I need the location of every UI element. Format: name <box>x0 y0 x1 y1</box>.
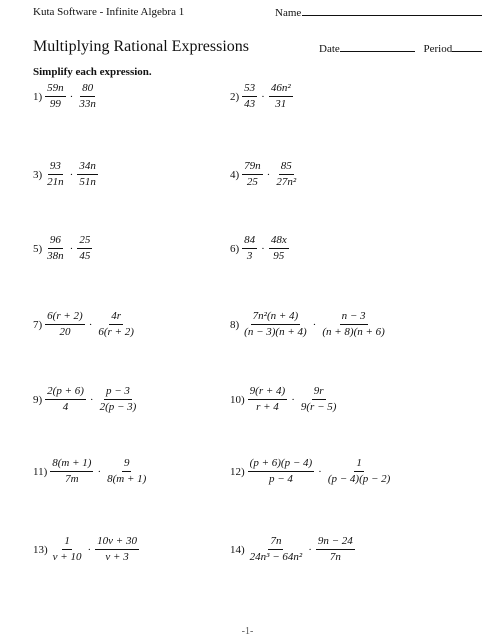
expression <box>241 310 388 339</box>
expression <box>44 385 139 414</box>
fraction-1 <box>45 82 66 111</box>
numerator: 80 <box>80 82 95 97</box>
fraction-1 <box>242 234 257 263</box>
denominator: (n + 8)(n + 6) <box>322 326 385 338</box>
numerator: 25 <box>77 234 92 249</box>
numerator: 79n <box>242 160 263 175</box>
denominator: (n − 3)(n + 4) <box>244 326 307 338</box>
fraction-2 <box>77 82 98 111</box>
problem-2 <box>230 82 294 111</box>
fraction-1 <box>45 234 66 263</box>
numerator: 9 <box>122 457 132 472</box>
instructions: Simplify each expression. <box>33 66 152 78</box>
fraction-1 <box>50 457 93 486</box>
problem-10 <box>230 385 339 414</box>
fraction-1 <box>45 385 86 414</box>
multiply-dot: · <box>69 90 74 103</box>
period-label: Period <box>423 43 453 55</box>
fraction-2 <box>77 160 98 189</box>
problem-number: 7) <box>33 318 43 331</box>
multiply-dot: · <box>261 242 265 255</box>
multiply-dot: · <box>318 465 322 478</box>
denominator: v + 3 <box>105 551 129 563</box>
expression <box>247 385 340 414</box>
fraction-1 <box>242 82 257 111</box>
problem-number: 10) <box>230 393 245 406</box>
problem-6 <box>230 234 290 263</box>
fraction-1 <box>248 385 288 414</box>
numerator: 46n² <box>269 82 293 97</box>
multiply-dot: · <box>291 393 295 406</box>
problem-number: 4) <box>230 168 240 181</box>
multiply-dot: · <box>97 465 102 478</box>
denominator: 45 <box>79 250 91 262</box>
problem-3 <box>33 160 99 189</box>
fraction-2 <box>105 457 148 486</box>
problem-1 <box>33 82 99 111</box>
problem-4 <box>230 160 299 189</box>
denominator: (p − 4)(p − 2) <box>327 473 391 485</box>
multiply-dot: · <box>266 168 271 181</box>
numerator: 84 <box>242 234 257 249</box>
denominator: 9(r − 5) <box>300 401 337 413</box>
numerator: 9(r + 4) <box>248 385 288 400</box>
fraction-2 <box>96 310 136 339</box>
software-credit: Kuta Software - Infinite Algebra 1 <box>33 6 185 18</box>
fraction-2 <box>299 385 339 414</box>
denominator: 6(r + 2) <box>98 326 134 338</box>
problem-number: 14) <box>230 543 245 556</box>
multiply-dot: · <box>312 318 317 331</box>
fraction-1 <box>248 535 305 564</box>
numerator: 4r <box>109 310 123 325</box>
denominator: 51n <box>79 176 96 188</box>
fraction-2 <box>269 82 293 111</box>
denominator: 24n³ − 64n² <box>249 551 303 563</box>
problem-11 <box>33 457 149 486</box>
denominator: 20 <box>59 326 71 338</box>
multiply-dot: · <box>89 393 94 406</box>
fraction-1 <box>45 160 66 189</box>
problem-number: 6) <box>230 242 240 255</box>
fraction-1 <box>248 457 315 486</box>
numerator: 96 <box>48 234 63 249</box>
numerator: 53 <box>242 82 257 97</box>
denominator: r + 4 <box>256 401 279 413</box>
period-blank <box>452 42 482 52</box>
expression <box>241 82 293 111</box>
numerator: 48x <box>269 234 289 249</box>
expression <box>241 160 299 189</box>
denominator: 8(m + 1) <box>107 473 147 485</box>
worksheet-title: Multiplying Rational Expressions <box>33 38 249 55</box>
problem-number: 3) <box>33 168 43 181</box>
denominator: v + 10 <box>52 551 82 563</box>
problem-14 <box>230 535 356 564</box>
fraction-1 <box>242 310 309 339</box>
fraction-2 <box>77 234 92 263</box>
fraction-2 <box>326 457 393 486</box>
numerator: 8(m + 1) <box>50 457 93 472</box>
numerator: 2(p + 6) <box>45 385 86 400</box>
numerator: n − 3 <box>340 310 368 325</box>
name-blank <box>302 6 482 16</box>
problem-number: 9) <box>33 393 43 406</box>
numerator: 34n <box>77 160 98 175</box>
numerator: 1 <box>62 535 72 550</box>
expression <box>247 457 394 486</box>
numerator: 6(r + 2) <box>45 310 85 325</box>
expression <box>44 234 93 263</box>
numerator: 93 <box>48 160 63 175</box>
fraction-2 <box>269 234 289 263</box>
expression <box>49 457 149 486</box>
problem-8 <box>230 310 388 339</box>
denominator: 43 <box>244 98 256 110</box>
problem-5 <box>33 234 93 263</box>
problem-12 <box>230 457 393 486</box>
fraction-1 <box>51 535 84 564</box>
denominator: 27n² <box>276 176 297 188</box>
denominator: 21n <box>47 176 64 188</box>
problem-number: 12) <box>230 465 245 478</box>
denominator: 25 <box>246 176 258 188</box>
denominator: 7m <box>65 473 79 485</box>
multiply-dot: · <box>87 543 92 556</box>
expression <box>50 535 140 564</box>
numerator: 85 <box>279 160 294 175</box>
problem-9 <box>33 385 139 414</box>
name-label: Name <box>275 7 302 19</box>
expression <box>44 160 99 189</box>
multiply-dot: · <box>69 168 74 181</box>
denominator: 99 <box>49 98 61 110</box>
denominator: 38n <box>47 250 64 262</box>
fraction-2 <box>274 160 298 189</box>
numerator: p − 3 <box>104 385 132 400</box>
denominator: 4 <box>62 401 69 413</box>
expression <box>44 82 99 111</box>
multiply-dot: · <box>308 543 312 556</box>
fraction-2 <box>320 310 387 339</box>
denominator: 31 <box>275 98 287 110</box>
fraction-2 <box>95 535 139 564</box>
name-field <box>275 6 482 19</box>
expression <box>241 234 290 263</box>
problem-number: 11) <box>33 465 48 478</box>
fraction-2 <box>316 535 355 564</box>
problem-number: 1) <box>33 90 43 103</box>
denominator: 95 <box>273 250 285 262</box>
date-label: Date <box>319 43 340 55</box>
problem-7 <box>33 310 137 339</box>
multiply-dot: · <box>88 318 93 331</box>
expression <box>44 310 137 339</box>
numerator: 9n − 24 <box>316 535 355 550</box>
fraction-1 <box>45 310 85 339</box>
numerator: 59n <box>45 82 66 97</box>
problem-number: 5) <box>33 242 43 255</box>
problem-13 <box>33 535 140 564</box>
problem-number: 8) <box>230 318 240 331</box>
denominator: 33n <box>79 98 96 110</box>
fraction-1 <box>242 160 263 189</box>
numerator: 10v + 30 <box>95 535 139 550</box>
date-blank <box>340 42 415 52</box>
multiply-dot: · <box>261 90 265 103</box>
problem-number: 2) <box>230 90 240 103</box>
denominator: 2(p − 3) <box>99 401 137 413</box>
denominator: 3 <box>246 250 253 262</box>
fraction-2 <box>98 385 139 414</box>
numerator: 7n <box>268 535 283 550</box>
expression <box>247 535 356 564</box>
multiply-dot: · <box>69 242 74 255</box>
denominator: p − 4 <box>268 473 293 485</box>
denominator: 7n <box>329 551 341 563</box>
numerator: 9r <box>312 385 326 400</box>
numerator: (p + 6)(p − 4) <box>248 457 315 472</box>
numerator: 7n²(n + 4) <box>251 310 301 325</box>
page-number: -1- <box>241 626 254 637</box>
numerator: 1 <box>354 457 364 472</box>
date-period-fields <box>319 42 482 55</box>
problem-number: 13) <box>33 543 48 556</box>
